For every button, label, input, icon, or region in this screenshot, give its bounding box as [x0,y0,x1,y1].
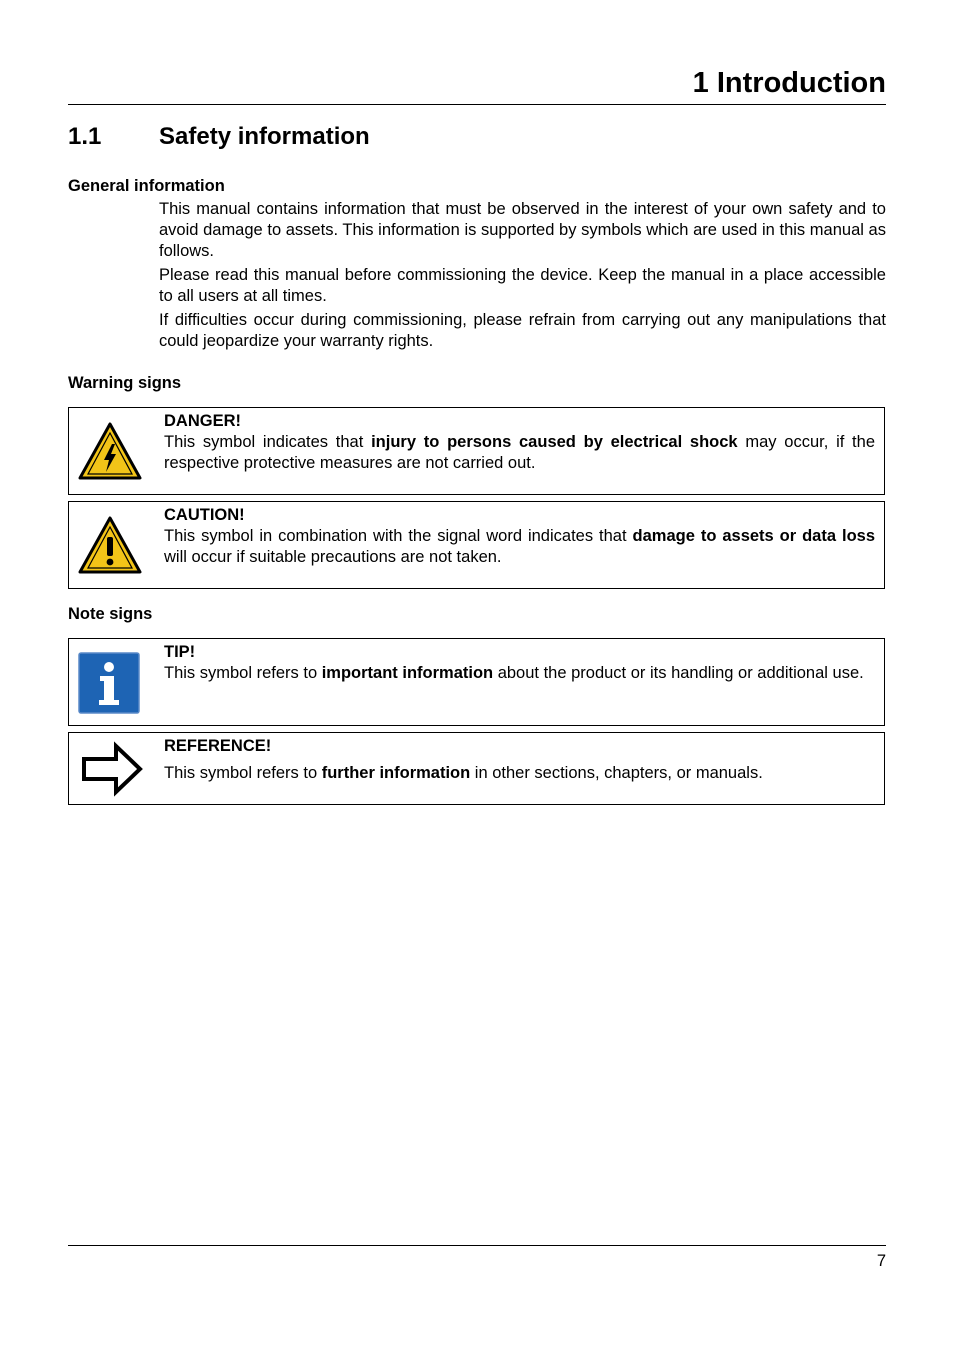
caution-box [68,501,885,589]
warning-signs-heading: Warning signs [68,374,182,392]
page-number: 7 [876,1252,886,1270]
general-information-body [159,199,886,355]
reference-box [68,732,885,805]
danger-text: This symbol indicates that injury to persons caused by electrical shock may occur, if the respective protective measures are not carried out. [164,433,875,472]
danger-signal-word: DANGER! [164,412,241,430]
section-title: Safety information [159,123,370,150]
caution-text: This symbol in combination with the signal word indicates that damage to assets or data loss will occur if suitable precautions are not taken. [164,527,875,566]
paragraph: This manual contains information that must be observed in the interest of your own safety and to avoid damage to assets. This information is supported by symbols which are used in this manual as follows. [159,200,886,260]
caution-signal-word: CAUTION! [164,506,245,524]
tip-text: This symbol refers to important information about the product or its handling or additional use. [164,664,864,682]
section-number: 1.1 [68,123,102,150]
section-heading [68,122,370,152]
paragraph: If difficulties occur during commissioning, please refrain from carrying out any manipulations that could jeopardize your warranty rights. [159,311,886,350]
electrical-hazard-icon [78,422,142,485]
header-rule [68,104,886,105]
reference-signal-word: REFERENCE! [164,737,272,755]
info-icon [78,652,140,719]
chapter-title: 1 Introduction [692,67,886,99]
danger-box [68,407,885,495]
footer-rule [68,1245,886,1246]
reference-text: This symbol refers to further information in other sections, chapters, or manuals. [164,764,763,782]
note-signs-heading: Note signs [68,605,153,623]
paragraph: Please read this manual before commissioning the device. Keep the manual in a place accessible to all users at all times. [159,266,886,305]
tip-box [68,638,885,726]
tip-signal-word: TIP! [164,643,196,661]
caution-exclamation-icon [78,516,142,579]
general-information-heading: General information [68,177,225,195]
arrow-right-icon [78,741,144,802]
